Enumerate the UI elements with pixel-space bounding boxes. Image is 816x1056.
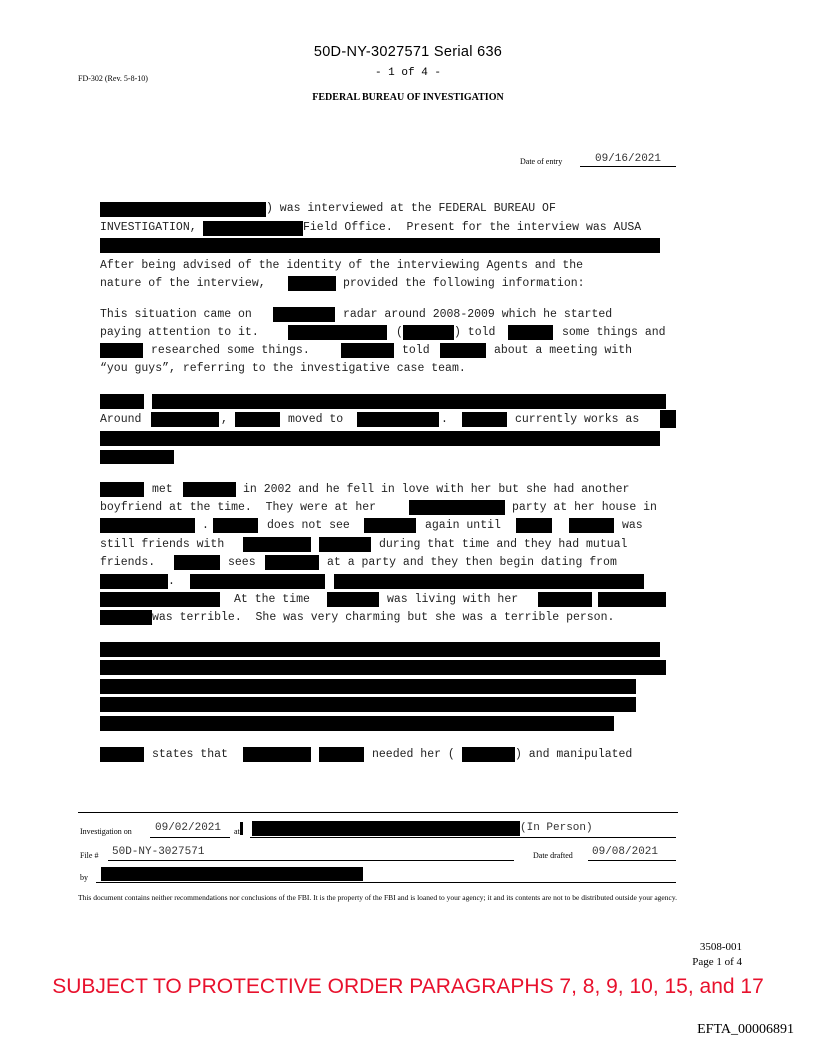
body-text: currently works as	[515, 413, 640, 426]
page-number: Page 1 of 4	[692, 956, 742, 968]
redaction-block	[152, 394, 666, 409]
redaction-block	[183, 482, 236, 497]
date-drafted-label: Date drafted	[533, 851, 573, 860]
redaction-block	[100, 202, 266, 217]
body-text: “you guys”, referring to the investigative case team.	[100, 362, 466, 375]
redaction-block	[598, 592, 666, 607]
redaction-block	[569, 518, 614, 533]
redaction-block	[516, 518, 552, 533]
field-underline	[588, 860, 676, 861]
body-text: during that time and they had mutual	[379, 538, 628, 551]
redaction-block	[101, 867, 363, 881]
body-text: still friends with	[100, 538, 225, 551]
field-underline	[150, 837, 230, 838]
redaction-block	[341, 343, 394, 358]
file-number-value: 50D-NY-3027571	[112, 846, 205, 858]
redaction-block	[174, 555, 220, 570]
body-text: told	[402, 344, 430, 357]
body-text: met	[152, 483, 173, 496]
investigation-on-value: 09/02/2021	[155, 822, 222, 834]
date-of-entry-value: 09/16/2021	[580, 153, 676, 167]
redaction-block	[660, 410, 676, 428]
body-text: nature of the interview,	[100, 277, 266, 290]
redaction-block	[100, 343, 143, 358]
redaction-block	[203, 221, 303, 236]
form-number: FD-302 (Rev. 5-8-10)	[78, 74, 148, 83]
redaction-block	[319, 537, 371, 552]
body-text: ) and manipulated	[515, 748, 633, 761]
body-text: .	[202, 519, 209, 532]
redaction-block	[100, 697, 636, 712]
body-text: moved to	[288, 413, 344, 426]
redaction-block	[100, 482, 144, 497]
protective-order-notice: SUBJECT TO PROTECTIVE ORDER PARAGRAPHS 7, 8, 9, 10, 15, and 17	[52, 975, 764, 998]
redaction-block	[265, 555, 319, 570]
redaction-block	[440, 343, 486, 358]
field-underline	[96, 882, 676, 883]
redaction-block	[288, 325, 387, 340]
body-text: about a meeting with	[494, 344, 633, 357]
redaction-block	[462, 747, 515, 762]
body-text: (	[396, 326, 403, 339]
body-text: .	[441, 413, 448, 426]
page-of-indicator: - 1 of 4 -	[374, 67, 441, 79]
body-text: At the time	[234, 593, 310, 606]
body-text: researched some things.	[151, 344, 310, 357]
body-text: radar around 2008-2009 which he started	[343, 308, 613, 321]
by-label: by	[80, 873, 88, 882]
body-text: .	[168, 575, 175, 588]
redaction-block	[538, 592, 592, 607]
body-text: After being advised of the identity of the interviewing Agents and the	[100, 259, 584, 272]
body-text: ,	[221, 413, 228, 426]
body-text: in 2002 and he fell in love with her but she had another	[243, 483, 630, 496]
redaction-block	[240, 822, 243, 835]
redaction-block	[100, 450, 174, 464]
redaction-block	[100, 518, 195, 533]
redaction-block	[327, 592, 379, 607]
redaction-block	[100, 716, 614, 731]
redaction-block	[100, 610, 152, 625]
body-text: again until	[425, 519, 501, 532]
date-of-entry-label: Date of entry	[520, 157, 563, 166]
body-text: Field Office. Present for the interview was AUSA	[303, 221, 642, 234]
redaction-block	[243, 537, 311, 552]
redaction-block	[213, 518, 258, 533]
date-drafted-value: 09/08/2021	[592, 846, 659, 858]
serial-number: 3508-001	[699, 941, 742, 953]
redaction-block	[100, 642, 660, 657]
redaction-block	[100, 574, 168, 589]
redaction-block	[100, 660, 666, 675]
redaction-block	[100, 592, 220, 607]
redaction-block	[252, 821, 520, 836]
body-text: provided the following information:	[343, 277, 585, 290]
redaction-block	[151, 412, 219, 427]
redaction-block	[190, 574, 325, 589]
document-serial: 50D-NY-3027571 Serial 636	[313, 44, 503, 60]
redaction-block	[100, 679, 636, 694]
location-suffix: (In Person)	[520, 822, 593, 834]
body-text: party at her house in	[512, 501, 657, 514]
redaction-block	[100, 238, 660, 253]
body-text: sees	[228, 556, 256, 569]
redaction-block	[100, 747, 144, 762]
redaction-block	[403, 325, 454, 340]
body-text: ) was interviewed at the FEDERAL BUREAU OF	[266, 202, 556, 215]
bates-number: EFTA_00006891	[697, 1022, 794, 1037]
file-number-label: File #	[80, 851, 99, 860]
redaction-block	[100, 431, 660, 446]
body-text: some things and	[562, 326, 666, 339]
body-text: Around	[100, 413, 142, 426]
body-text: needed her (	[372, 748, 455, 761]
redaction-block	[364, 518, 416, 533]
redaction-block	[100, 394, 144, 409]
redaction-block	[462, 412, 507, 427]
at-label: at	[234, 827, 240, 836]
body-text: was living with her	[387, 593, 519, 606]
redaction-block	[288, 276, 336, 291]
body-text: This situation came on	[100, 308, 252, 321]
redaction-block	[235, 412, 280, 427]
disclaimer-text: This document contains neither recommendations nor conclusions of the FBI. It is the property of the FBI and is loaned to your agency; it and its contents are not to be distributed outside your agency.	[78, 893, 677, 902]
investigation-on-label: Investigation on	[80, 827, 132, 836]
body-text: INVESTIGATION,	[100, 221, 197, 234]
body-text: was terrible. She was very charming but she was a terrible person.	[152, 611, 615, 624]
body-text: ) told	[454, 326, 496, 339]
field-underline	[250, 837, 676, 838]
body-text: at a party and they then begin dating from	[327, 556, 617, 569]
body-text: boyfriend at the time. They were at her	[100, 501, 377, 514]
field-underline	[108, 860, 514, 861]
body-text: was	[622, 519, 643, 532]
redaction-block	[357, 412, 439, 427]
body-text: paying attention to it.	[100, 326, 259, 339]
redaction-block	[319, 747, 364, 762]
agency-title: FEDERAL BUREAU OF INVESTIGATION	[312, 92, 504, 103]
body-text: friends.	[100, 556, 156, 569]
redaction-block	[243, 747, 311, 762]
body-text: does not see	[267, 519, 350, 532]
body-text: states that	[152, 748, 228, 761]
redaction-block	[409, 500, 505, 515]
footer-divider	[78, 812, 678, 813]
redaction-block	[334, 574, 644, 589]
redaction-block	[273, 307, 335, 322]
redaction-block	[508, 325, 553, 340]
